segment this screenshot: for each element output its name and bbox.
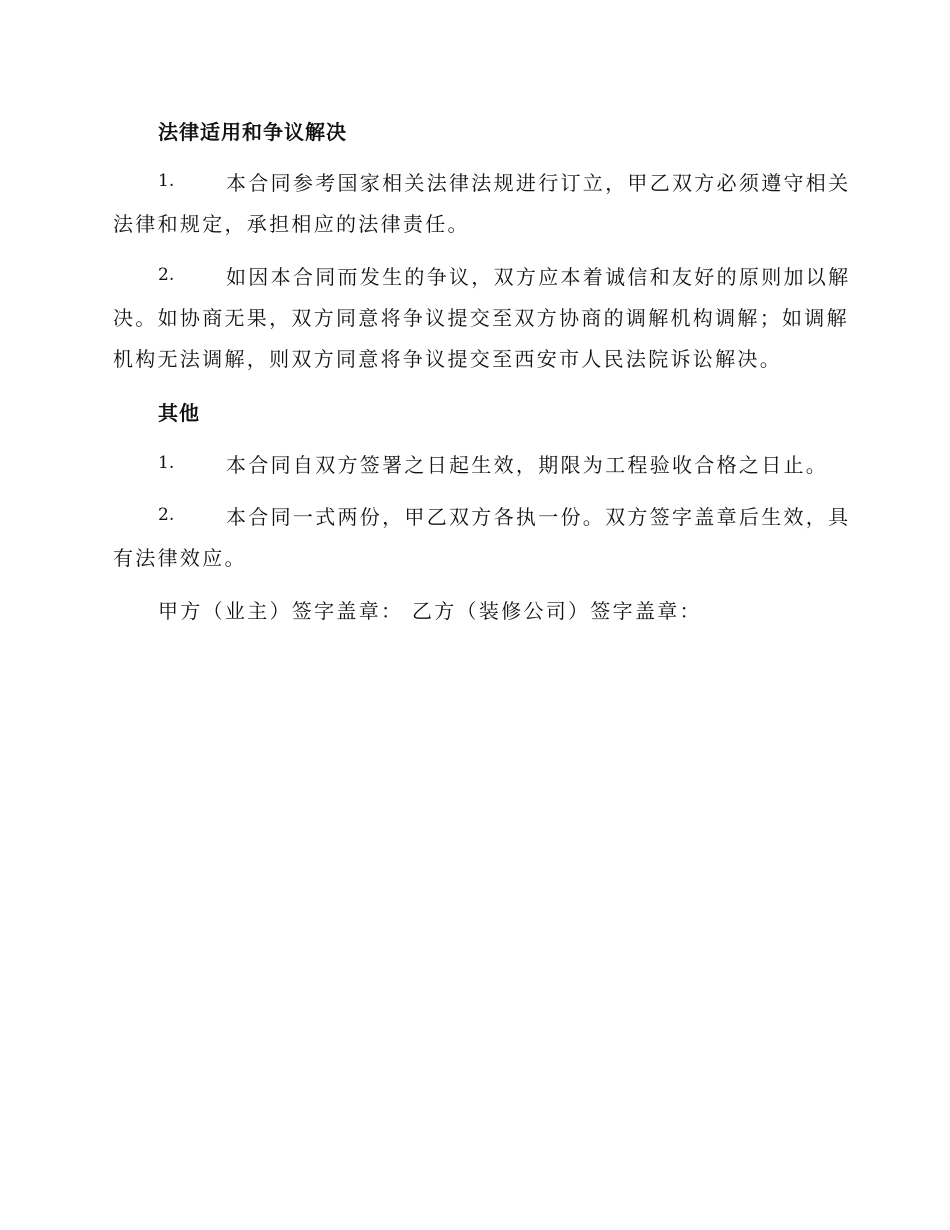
paragraph-line: 如因本合同而发生的争议，双方应本着诚信和友好的原则加以解	[226, 265, 851, 289]
paragraph-line: 本合同自双方签署之日起生效，期限为工程验收合格之日止。	[226, 453, 829, 477]
paragraph-line: 有法律效应。	[113, 546, 247, 570]
paragraph-line: 机构无法调解，则双方同意将争议提交至西安市人民法院诉讼解决。	[113, 347, 782, 371]
paragraph-line: 本合同参考国家相关法律法规进行订立，甲乙双方必须遵守相关	[226, 171, 851, 195]
paragraph-line: 法律和规定，承担相应的法律责任。	[113, 212, 470, 236]
signature-line: 甲方（业主）签字盖章： 乙方（装修公司）签字盖章：	[158, 599, 702, 623]
item-number: 1.	[158, 453, 175, 473]
section-heading-law: 法律适用和争议解决	[158, 120, 347, 144]
section-heading-other: 其他	[158, 401, 200, 425]
item-number: 2.	[158, 265, 175, 285]
paragraph-line: 决。如协商无果，双方同意将争议提交至双方协商的调解机构调解；如调解	[113, 306, 849, 330]
item-number: 1.	[158, 171, 175, 191]
paragraph-line: 本合同一式两份，甲乙双方各执一份。双方签字盖章后生效，具	[226, 505, 851, 529]
item-number: 2.	[158, 505, 175, 525]
